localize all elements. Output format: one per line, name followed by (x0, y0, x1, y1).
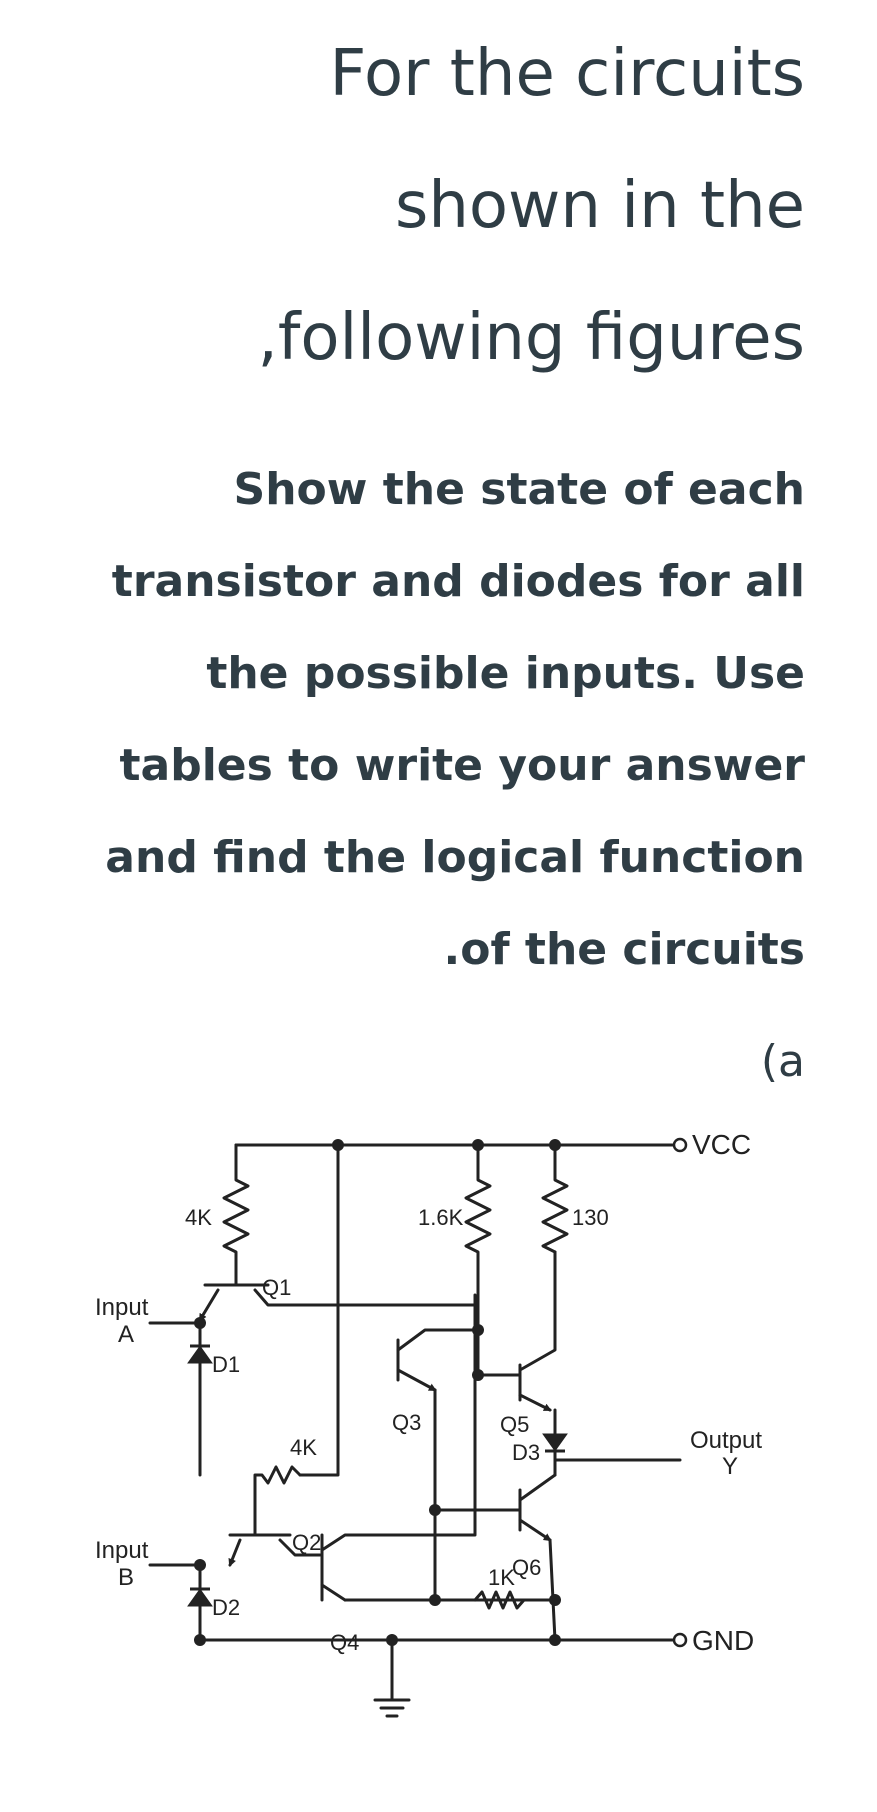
input-a-label-line-2: A (118, 1321, 135, 1348)
q6-collector (520, 1475, 555, 1500)
q3-collector (398, 1330, 478, 1350)
resistor-r1-label: 4K (185, 1205, 212, 1230)
junction-dot (332, 1139, 344, 1151)
input-a-label-line-1: Input (95, 1294, 149, 1321)
junction-dot (472, 1369, 484, 1381)
instruction-line-5: and find the logical function (105, 832, 805, 883)
transistor-q2-label: Q2 (292, 1530, 322, 1555)
junction-dot (549, 1594, 561, 1606)
junction-dot (429, 1594, 441, 1606)
output-label-line-1: Output (690, 1427, 763, 1454)
diode-d2-symbol (190, 1589, 210, 1605)
q5-collector (520, 1252, 555, 1370)
input-b-label-line-2: B (118, 1564, 135, 1591)
resistor-r5-label: 1K (488, 1565, 515, 1590)
transistor-q5-label: Q5 (500, 1412, 530, 1437)
q3-emitter (398, 1370, 435, 1390)
resistor-r1 (224, 1145, 248, 1285)
junction-dot (549, 1634, 561, 1646)
q2-emitter (230, 1540, 240, 1565)
instruction-line-3: the possible inputs. Use (206, 648, 805, 699)
junction-dot (472, 1324, 484, 1336)
transistor-q1-label: Q1 (262, 1275, 292, 1300)
transistor-q4-label: Q4 (330, 1630, 360, 1655)
title-line-3: ,following figures (257, 301, 805, 375)
instruction-line-6: .of the circuits (443, 924, 805, 975)
diode-d3-symbol (545, 1435, 565, 1451)
vcc-drop-wire (300, 1145, 338, 1475)
q5-emitter (520, 1395, 550, 1410)
junction-dot (194, 1634, 206, 1646)
circuit-diagram (0, 1080, 877, 1812)
q6-emitter (520, 1520, 550, 1540)
junction-dot (549, 1139, 561, 1151)
diode-d1-symbol (190, 1346, 210, 1362)
junction-dot (472, 1139, 484, 1151)
vcc-terminal (674, 1139, 686, 1151)
resistor-r2 (255, 1467, 300, 1535)
resistor-r3 (466, 1145, 490, 1375)
q1-emitter (200, 1290, 218, 1320)
resistor-r3-label: 1.6K (418, 1205, 464, 1230)
input-b-label-line-1: Input (95, 1537, 149, 1564)
resistor-r4 (543, 1145, 567, 1252)
junction-dot (429, 1504, 441, 1516)
q6-emitter-wire (550, 1540, 555, 1640)
title-line-1: For the circuits (329, 37, 805, 111)
junction-dot (386, 1634, 398, 1646)
vcc-label: VCC (692, 1129, 752, 1160)
junction-dot (194, 1317, 206, 1329)
part-label: (a (760, 1036, 805, 1087)
ground-symbol (375, 1700, 409, 1716)
title-line-2: shown in the (394, 169, 805, 243)
resistor-r2-label: 4K (290, 1435, 317, 1460)
diode-d2-label: D2 (212, 1595, 241, 1620)
instruction-line-4: tables to write your answer (119, 740, 805, 791)
instruction-line-2: transistor and diodes for all (111, 556, 805, 607)
transistor-q3-label: Q3 (392, 1410, 422, 1435)
gnd-label: GND (692, 1625, 755, 1656)
transistor-q6-label: Q6 (512, 1555, 542, 1580)
instruction-line-1: Show the state of each (233, 464, 805, 515)
resistor-r5 (475, 1592, 555, 1608)
output-label-line-2: Y (722, 1453, 739, 1480)
junction-dot (194, 1559, 206, 1571)
q4-emitter (322, 1585, 345, 1600)
diode-d3-label: D3 (512, 1440, 541, 1465)
gnd-terminal (674, 1634, 686, 1646)
resistor-r4-label: 130 (572, 1205, 609, 1230)
diode-d1-label: D1 (212, 1352, 241, 1377)
